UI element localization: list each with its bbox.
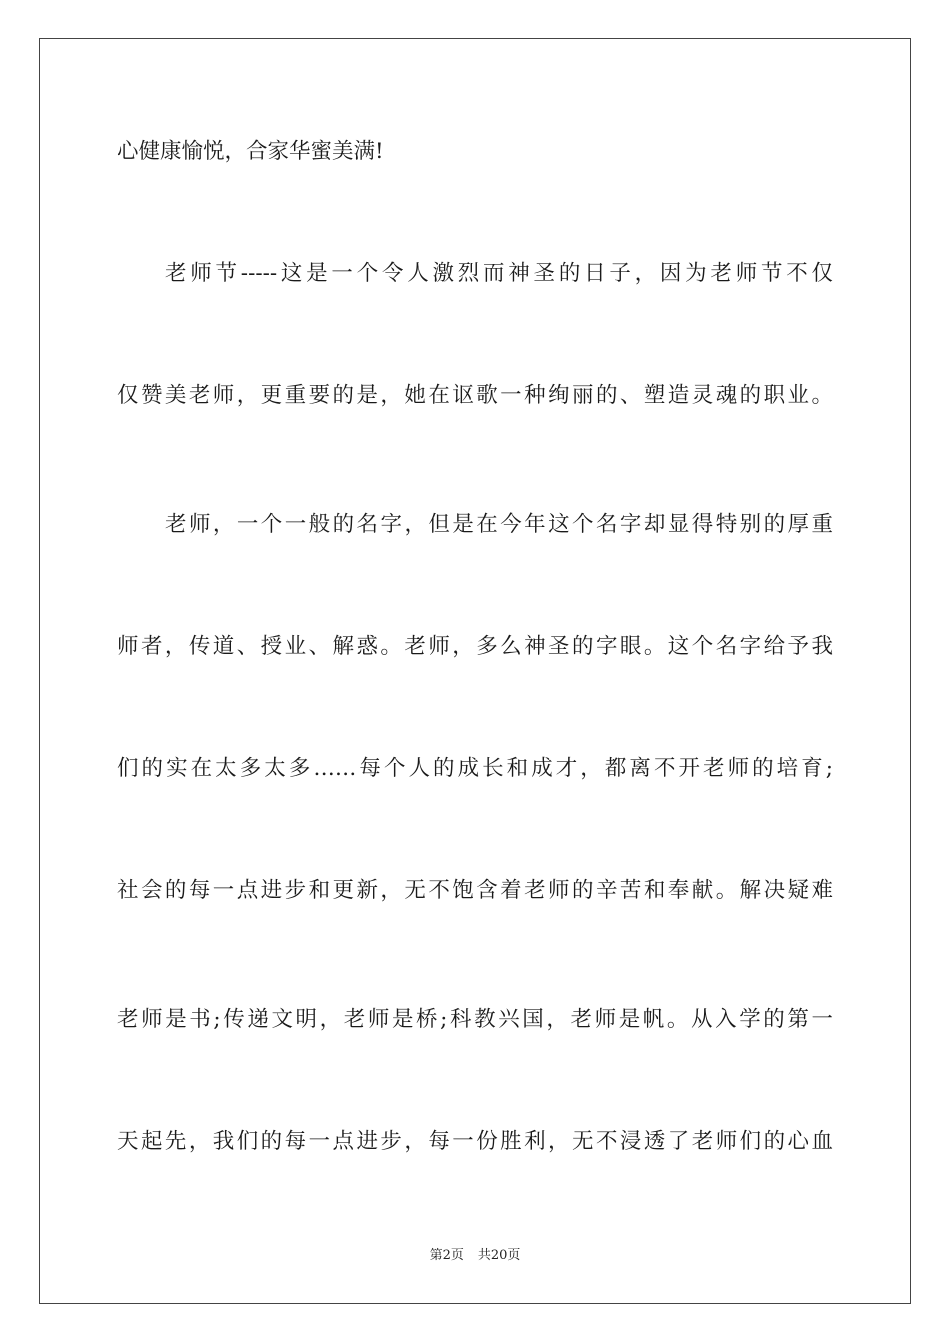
body-line-6: 们的实在太多太多……每个人的成长和成才，都离不开老师的培育; bbox=[117, 756, 833, 781]
page-footer bbox=[0, 1247, 950, 1265]
body-line-8: 老师是书;传递文明，老师是桥;科教兴国，老师是帆。从入学的第一 bbox=[117, 1007, 833, 1032]
page-total: 共20页 bbox=[477, 1248, 521, 1263]
body-line-4: 老师，一个一般的名字，但是在今年这个名字却显得特别的厚重 bbox=[165, 512, 833, 537]
body-line-3: 仅赞美老师，更重要的是，她在讴歌一种绚丽的、塑造灵魂的职业。 bbox=[117, 383, 833, 408]
body-line-9: 天起先，我们的每一点进步，每一份胜利，无不浸透了老师们的心血 bbox=[117, 1129, 833, 1154]
page-number: 第2页 bbox=[429, 1248, 464, 1263]
body-line-2: 老师节-----这是一个令人激烈而神圣的日子，因为老师节不仅 bbox=[165, 261, 833, 286]
body-line-1: 心健康愉悦，合家华蜜美满! bbox=[117, 139, 384, 164]
page-border bbox=[39, 38, 911, 1304]
body-line-7: 社会的每一点进步和更新，无不饱含着老师的辛苦和奉献。解决疑难 bbox=[117, 878, 833, 903]
body-line-5: 师者，传道、授业、解惑。老师，多么神圣的字眼。这个名字给予我 bbox=[117, 634, 833, 659]
